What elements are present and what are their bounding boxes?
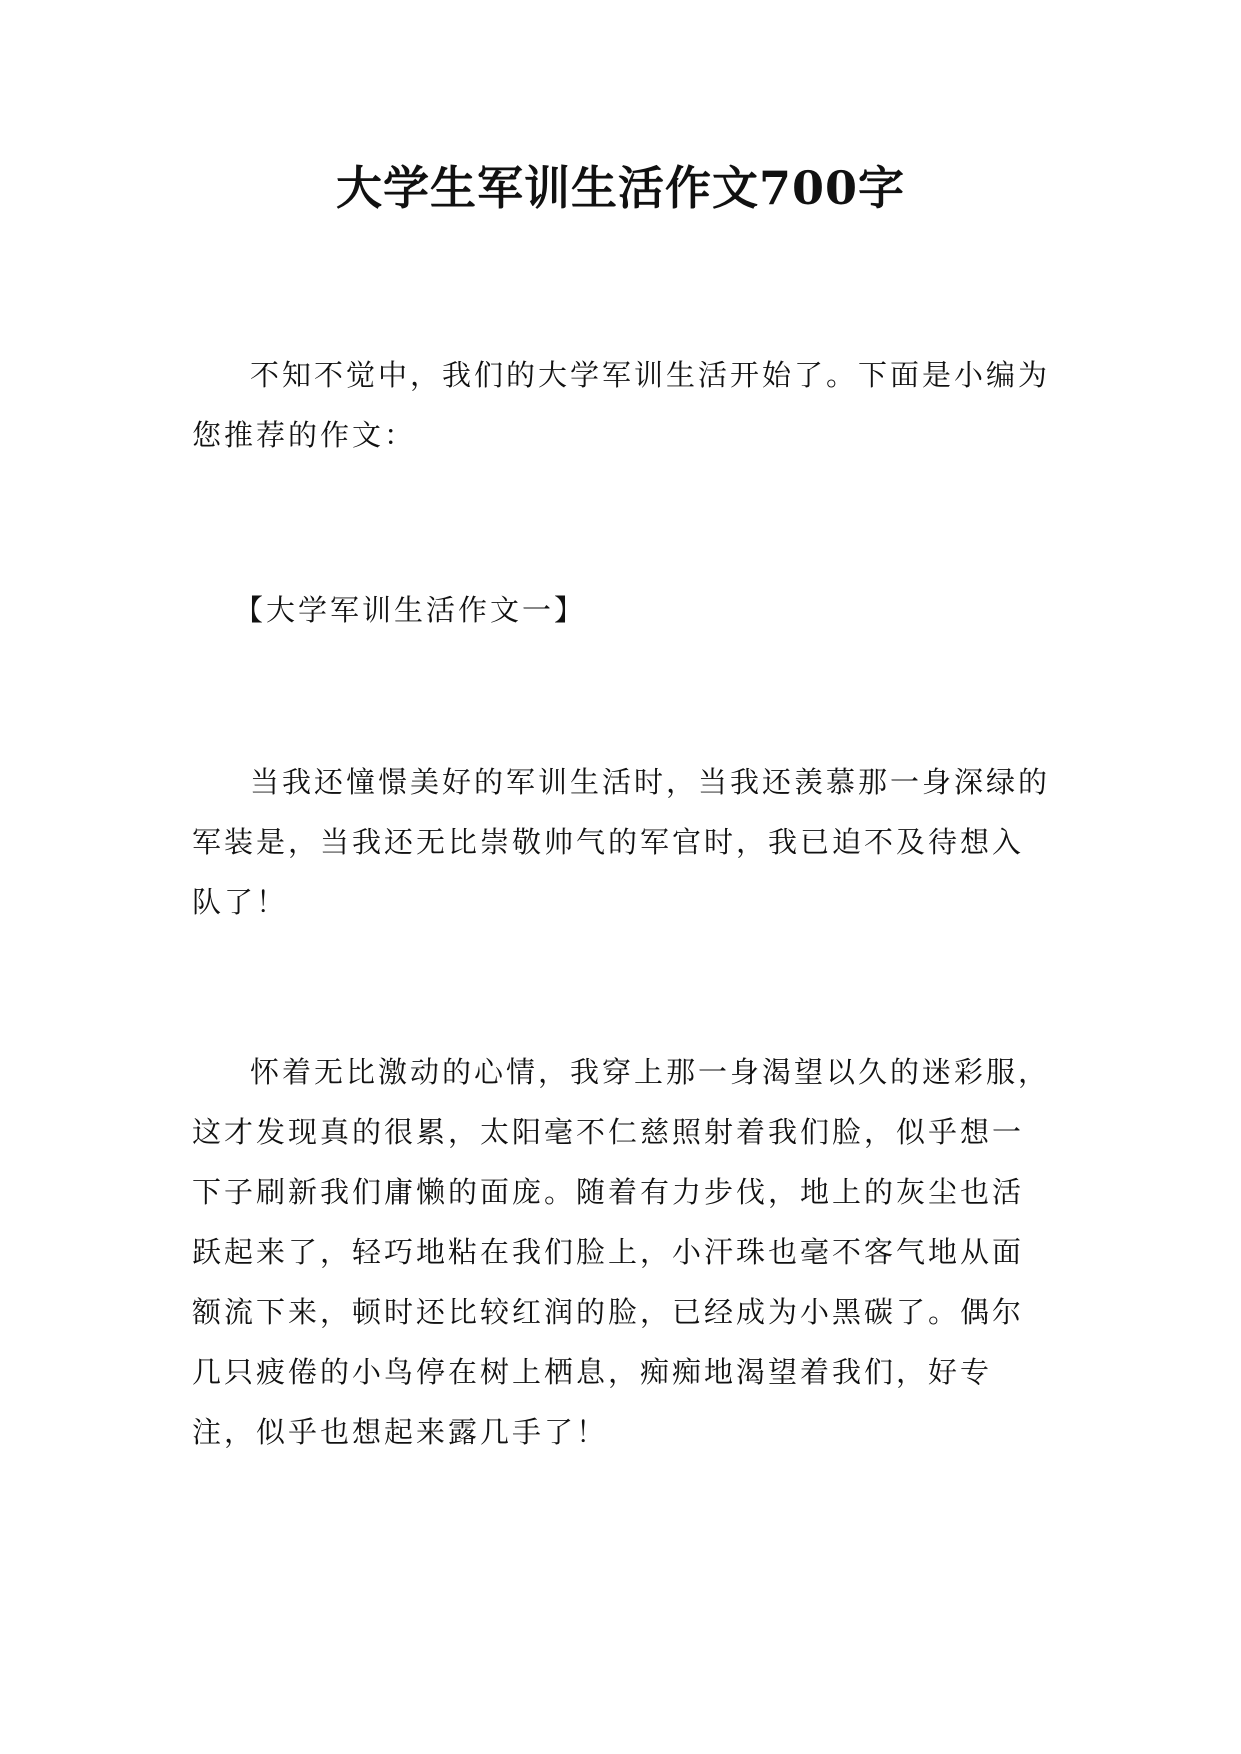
body-paragraph-2: 怀着无比激动的心情，我穿上那一身渴望以久的迷彩服，这才发现真的很累，太阳毫不仁慈照射着我们脸，似乎想一下子刷新我们庸懒的面庞。随着有力步伐，地上的灰尘也活跃起来了，轻巧地粘在我们脸上，小汗珠也毫不客气地从面额流下来，顿时还比较红润的脸，已经成为小黑碳了。偶尔几只疲倦的小鸟停在树上栖息，痴痴地渴望着我们，好专注，似乎也想起来露几手了！: [192, 1055, 1051, 1449]
section-heading: 【大学军训生活作文一】: [234, 593, 587, 627]
intro-paragraph: 不知不觉中，我们的大学军训生活开始了。下面是小编为您推荐的作文：: [192, 358, 1051, 452]
body-paragraph-1: 当我还憧憬美好的军训生活时，当我还羡慕那一身深绿的军装是，当我还无比崇敬帅气的军官时，我已迫不及待想入队了！: [192, 765, 1051, 919]
page-title: 大学生军训生活作文700字: [335, 161, 906, 215]
